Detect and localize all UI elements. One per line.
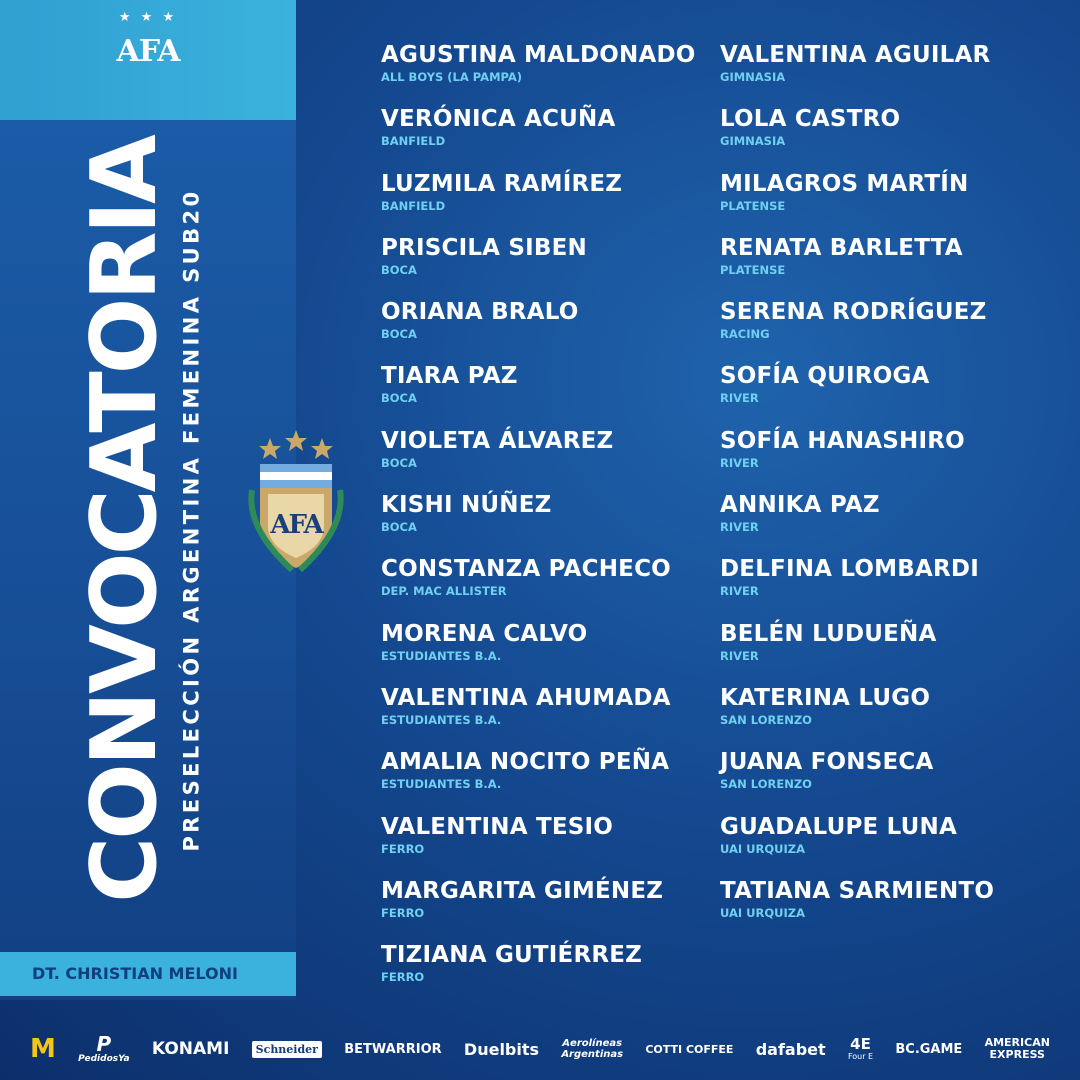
- player-entry: [381, 940, 696, 1004]
- player-entry: [720, 104, 994, 168]
- amex-line1: AMERICAN: [984, 1036, 1050, 1049]
- aerolineas-logo: [561, 1038, 623, 1060]
- player-name: TIARA PAZ: [381, 363, 518, 390]
- dafabet-logo: dafabet: [755, 1039, 826, 1059]
- player-club: RIVER: [720, 584, 759, 599]
- aerolineas-line1: Aerolíneas: [562, 1038, 623, 1049]
- player-name: GUADALUPE LUNA: [720, 813, 957, 840]
- player-entry: [720, 683, 994, 747]
- player-name: SOFÍA HANASHIRO: [720, 427, 965, 454]
- amex-logo: [985, 1037, 1050, 1061]
- player-club: ESTUDIANTES B.A.: [381, 777, 502, 792]
- player-name: MILAGROS MARTÍN: [720, 170, 969, 197]
- foure-text: Four E: [847, 1052, 874, 1061]
- afa-crest-icon: [246, 428, 346, 574]
- duelbits-logo: Duelbits: [463, 1039, 540, 1059]
- player-club: RACING: [720, 327, 770, 342]
- player-club: FERRO: [381, 970, 425, 985]
- player-name: MARGARITA GIMÉNEZ: [381, 877, 664, 904]
- player-name: CONSTANZA PACHECO: [381, 556, 671, 583]
- player-entry: [381, 104, 696, 168]
- player-name: ORIANA BRALO: [381, 299, 579, 326]
- player-entry: [720, 490, 994, 554]
- player-club: SAN LORENZO: [720, 777, 812, 792]
- player-entry: [720, 619, 994, 683]
- player-name: RENATA BARLETTA: [720, 234, 963, 261]
- coach-label: DT. CHRISTIAN MELONI: [0, 952, 296, 996]
- player-name: JUANA FONSECA: [720, 749, 934, 776]
- konami-logo: KONAMI: [151, 1039, 230, 1059]
- page-subtitle: PRESELECCIÓN ARGENTINA FEMENINA SUB20: [179, 188, 204, 852]
- player-club: ESTUDIANTES B.A.: [381, 712, 502, 727]
- foure-logo: [848, 1037, 873, 1061]
- player-club: PLATENSE: [720, 198, 786, 213]
- aerolineas-line2: Argentinas: [561, 1049, 624, 1060]
- player-club: BOCA: [381, 391, 417, 406]
- player-club: FERRO: [381, 841, 425, 856]
- player-entry: [381, 297, 696, 361]
- player-name: BELÉN LUDUEÑA: [720, 620, 937, 647]
- page-title: CONVOCATORIA: [72, 137, 177, 903]
- players-list-left: [381, 40, 696, 1004]
- player-name: TIZIANA GUTIÉRREZ: [381, 942, 643, 969]
- player-name: AMALIA NOCITO PEÑA: [381, 749, 670, 776]
- player-entry: [381, 812, 696, 876]
- player-name: KATERINA LUGO: [720, 684, 931, 711]
- player-club: ESTUDIANTES B.A.: [381, 648, 502, 663]
- player-entry: [720, 747, 994, 811]
- players-list-right: [720, 40, 994, 940]
- player-name: VIOLETA ÁLVAREZ: [381, 427, 614, 454]
- player-entry: [720, 297, 994, 361]
- player-club: BOCA: [381, 455, 417, 470]
- player-entry: [720, 876, 994, 940]
- player-entry: [381, 554, 696, 618]
- player-name: SERENA RODRÍGUEZ: [720, 299, 987, 326]
- player-entry: [720, 812, 994, 876]
- player-name: VALENTINA AGUILAR: [720, 42, 991, 68]
- afa-logo: AFA: [116, 34, 180, 69]
- cotti-coffee-logo: COTTI COFFEE: [645, 1042, 734, 1056]
- player-club: BOCA: [381, 262, 417, 277]
- player-club: SAN LORENZO: [720, 712, 812, 727]
- amex-line2: EXPRESS: [989, 1048, 1045, 1061]
- player-entry: [720, 233, 994, 297]
- player-entry: [720, 426, 994, 490]
- stars-icon: ★ ★ ★: [118, 10, 178, 25]
- player-club: ALL BOYS (LA PAMPA): [381, 70, 523, 84]
- player-club: RIVER: [720, 391, 759, 406]
- player-club: FERRO: [381, 905, 425, 920]
- mcdonalds-logo: M: [30, 1034, 56, 1064]
- foure-mark: 4E: [850, 1035, 871, 1053]
- player-club: UAI URQUIZA: [720, 905, 805, 920]
- sponsor-bar: [0, 1026, 1080, 1072]
- player-entry: [720, 169, 994, 233]
- player-name: VALENTINA TESIO: [381, 813, 614, 840]
- pedidosya-logo: [78, 1034, 130, 1064]
- player-entry: [381, 169, 696, 233]
- player-entry: [381, 876, 696, 940]
- player-entry: [381, 747, 696, 811]
- afa-logo-box: [0, 0, 296, 120]
- player-entry: [720, 40, 994, 104]
- player-club: PLATENSE: [720, 262, 786, 277]
- betwarrior-logo: BETWARRIOR: [344, 1041, 442, 1057]
- player-name: TATIANA SARMIENTO: [720, 877, 995, 904]
- pedidosya-p-glyph: P: [96, 1032, 112, 1056]
- schneider-logo: Schneider: [252, 1041, 322, 1058]
- crest-text: AFA: [270, 510, 322, 540]
- player-club: GIMNASIA: [720, 70, 786, 84]
- player-club: RIVER: [720, 648, 759, 663]
- player-name: VALENTINA AHUMADA: [381, 684, 671, 711]
- player-entry: [381, 683, 696, 747]
- player-club: BANFIELD: [381, 198, 446, 213]
- player-entry: [381, 490, 696, 554]
- player-name: VERÓNICA ACUÑA: [381, 106, 616, 133]
- player-name: AGUSTINA MALDONADO: [381, 42, 696, 68]
- player-club: BOCA: [381, 327, 417, 342]
- player-club: UAI URQUIZA: [720, 841, 805, 856]
- pedidosya-text: PedidosYa: [78, 1054, 130, 1064]
- player-name: MORENA CALVO: [381, 620, 588, 647]
- player-club: RIVER: [720, 455, 759, 470]
- player-club: RIVER: [720, 520, 759, 535]
- player-entry: [720, 361, 994, 425]
- bcgame-logo: BC.GAME: [895, 1041, 963, 1057]
- player-entry: [381, 40, 696, 104]
- player-name: PRISCILA SIBEN: [381, 234, 588, 261]
- player-entry: [381, 233, 696, 297]
- player-club: BOCA: [381, 520, 417, 535]
- player-name: LOLA CASTRO: [720, 106, 901, 133]
- player-name: LUZMILA RAMÍREZ: [381, 170, 623, 197]
- player-entry: [720, 554, 994, 618]
- player-entry: [381, 361, 696, 425]
- player-name: KISHI NÚÑEZ: [381, 492, 552, 519]
- player-name: ANNIKA PAZ: [720, 492, 880, 519]
- player-club: BANFIELD: [381, 134, 446, 149]
- player-club: GIMNASIA: [720, 134, 786, 149]
- player-name: DELFINA LOMBARDI: [720, 556, 979, 583]
- player-entry: [381, 619, 696, 683]
- player-entry: [381, 426, 696, 490]
- player-club: DEP. MAC ALLISTER: [381, 584, 507, 599]
- player-name: SOFÍA QUIROGA: [720, 363, 930, 390]
